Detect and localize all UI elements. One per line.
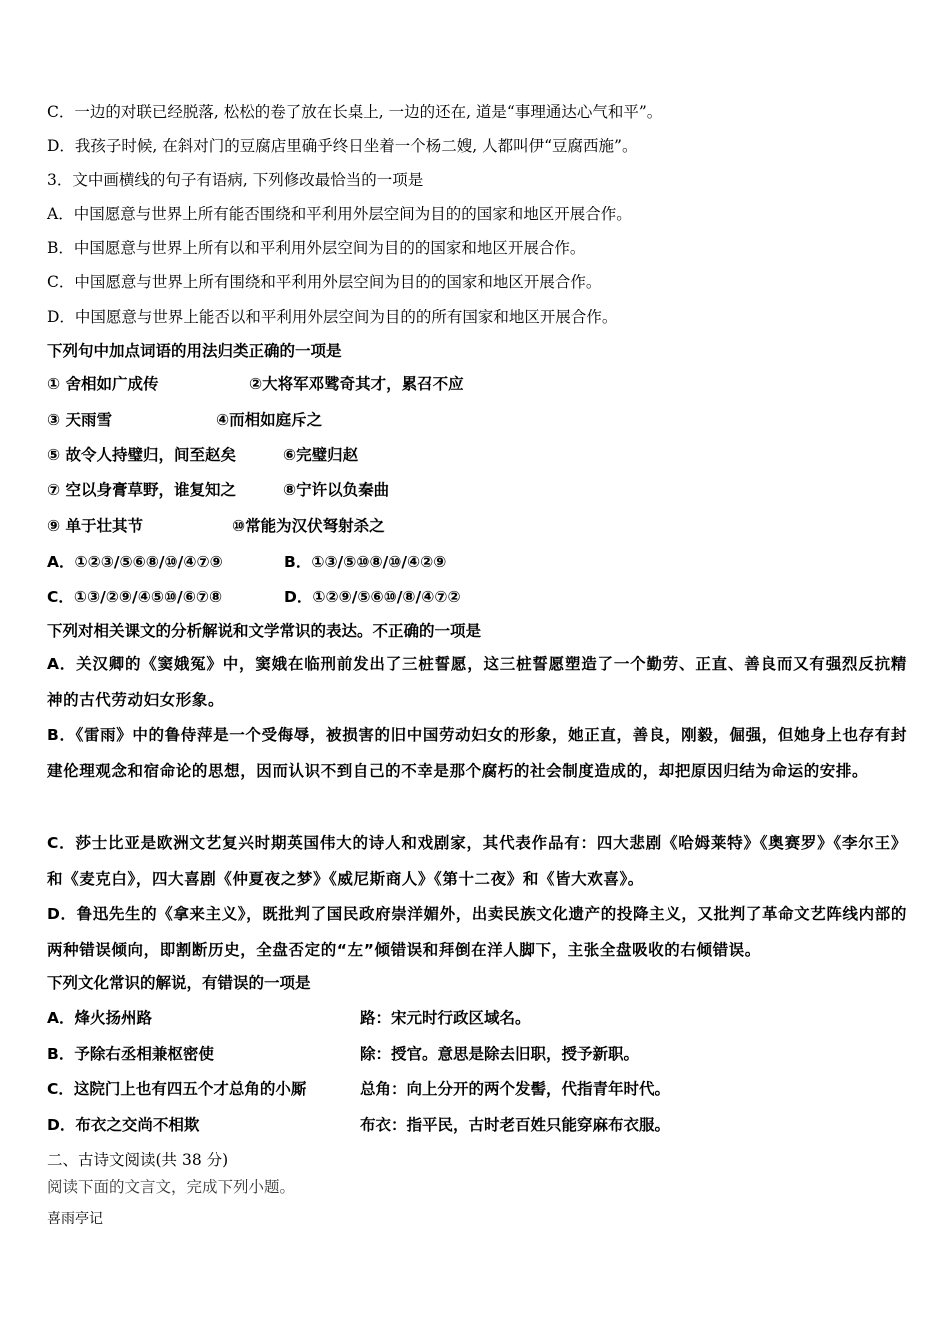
q4-item: ⑧宁许以负秦曲 — [283, 481, 390, 499]
q4-option-d: D．①②⑨/⑤⑥⑩/⑧/④⑦② — [284, 588, 461, 606]
q6-term: B．予除右丞相兼枢密使 — [47, 1045, 214, 1063]
q3-stem: 3．文中画横线的句子有语病, 下列修改最恰当的一项是 — [47, 171, 424, 189]
q6-stem: 下列文化常识的解说，有错误的一项是 — [47, 974, 311, 992]
q6-term: A．烽火扬州路 — [47, 1009, 152, 1027]
passage-title: 喜雨亭记 — [47, 1211, 103, 1227]
q6-note: 路：宋元时行政区域名。 — [360, 1009, 531, 1027]
q6-row — [47, 1079, 671, 1099]
q6-row — [47, 1044, 640, 1064]
q4-item: ① 舍相如广成传 — [47, 375, 159, 393]
q4-option-c: C．①③/②⑨/④⑤⑩/⑥⑦⑧ — [47, 588, 223, 606]
q4-item: ②大将军邓骘奇其才，累召不应 — [249, 375, 464, 393]
q2-option-d: D．我孩子时候, 在斜对门的豆腐店里确乎终日坐着一个杨二嫂, 人都叫伊“豆腐西施”。 — [47, 137, 638, 155]
section-heading: 二、古诗文阅读(共 38 分) — [47, 1151, 229, 1169]
q4-item: ④而相如庭斥之 — [216, 411, 323, 429]
q4-item: ⑩常能为汉伏弩射杀之 — [232, 517, 385, 535]
q5-option-d: D．鲁迅先生的《拿来主义》，既批判了国民政府崇洋媚外，出卖民族文化遗产的投降主义，又批判了革命文艺阵线内部的两种错误倾向，即割断历史，全盘否定的“左”倾错误和拜倒在洋人脚下，主张全盘吸收的右倾错误。 — [47, 905, 907, 959]
q6-note: 除：授官。意思是除去旧职，授予新职。 — [360, 1045, 640, 1063]
q4-option-a: A．①②③/⑤⑥⑧/⑩/④⑦⑨ — [47, 553, 223, 571]
q3-option-c: C．中国愿意与世界上所有围绕和平利用外层空间为目的的国家和地区开展合作。 — [47, 273, 602, 291]
q5-option-a: A．关汉卿的《窦娥冤》中，窦娥在临刑前发出了三桩誓愿，这三桩誓愿塑造了一个勤劳、正直、善良而又有强烈反抗精神的古代劳动妇女形象。 — [47, 655, 907, 709]
q6-term: D．布衣之交尚不相欺 — [47, 1116, 200, 1134]
q3-option-b: B．中国愿意与世界上所有以和平利用外层空间为目的的国家和地区开展合作。 — [47, 239, 586, 257]
q4-item: ⑨ 单于壮其节 — [47, 517, 144, 535]
q4-item: ⑦ 空以身膏草野，谁复知之 — [47, 481, 237, 499]
section-instruction: 阅读下面的文言文，完成下列小题。 — [47, 1178, 296, 1196]
q3-option-d: D．中国愿意与世界上能否以和平利用外层空间为目的的所有国家和地区开展合作。 — [47, 308, 618, 326]
q3-option-a: A．中国愿意与世界上所有能否围绕和平利用外层空间为目的的国家和地区开展合作。 — [47, 205, 632, 223]
q2-option-c: C．一边的对联已经脱落, 松松的卷了放在长桌上, 一边的还在, 道是“事理通达心气和平”。 — [47, 103, 663, 121]
q4-option-b: B．①③/⑤⑩⑧/⑩/④②⑨ — [284, 553, 447, 571]
q5-stem: 下列对相关课文的分析解说和文学常识的表达。不正确的一项是 — [47, 622, 482, 640]
q6-note: 布衣：指平民，古时老百姓只能穿麻布衣服。 — [360, 1116, 671, 1134]
q4-item: ⑥完璧归赵 — [283, 446, 359, 464]
q5-option-c: C．莎士比亚是欧洲文艺复兴时期英国伟大的诗人和戏剧家，其代表作品有：四大悲剧《哈姆莱特》《奥赛罗》《李尔王》和《麦克白》，四大喜剧《仲夏夜之梦》《威尼斯商人》《第十二夜》和《皆大欢喜》。 — [47, 834, 907, 888]
q4-item: ⑤ 故令人持璧归，间至赵矣 — [47, 446, 237, 464]
q6-note: 总角：向上分开的两个发髻，代指青年时代。 — [360, 1080, 671, 1098]
q6-term: C．这院门上也有四五个才总角的小厮 — [47, 1080, 307, 1098]
q4-stem: 下列句中加点词语的用法归类正确的一项是 — [47, 342, 342, 360]
q6-row — [47, 1008, 531, 1028]
q5-option-b: B．《雷雨》中的鲁侍萍是一个受侮辱，被损害的旧中国劳动妇女的形象，她正直，善良，刚毅，倔强，但她身上也存有封建伦理观念和宿命论的思想，因而认识不到自己的不幸是那个腐朽的社会制度造成的，却把原因归结为命运的安排。 — [47, 726, 907, 780]
q6-row — [47, 1115, 671, 1135]
q4-item: ③ 天雨雪 — [47, 411, 113, 429]
